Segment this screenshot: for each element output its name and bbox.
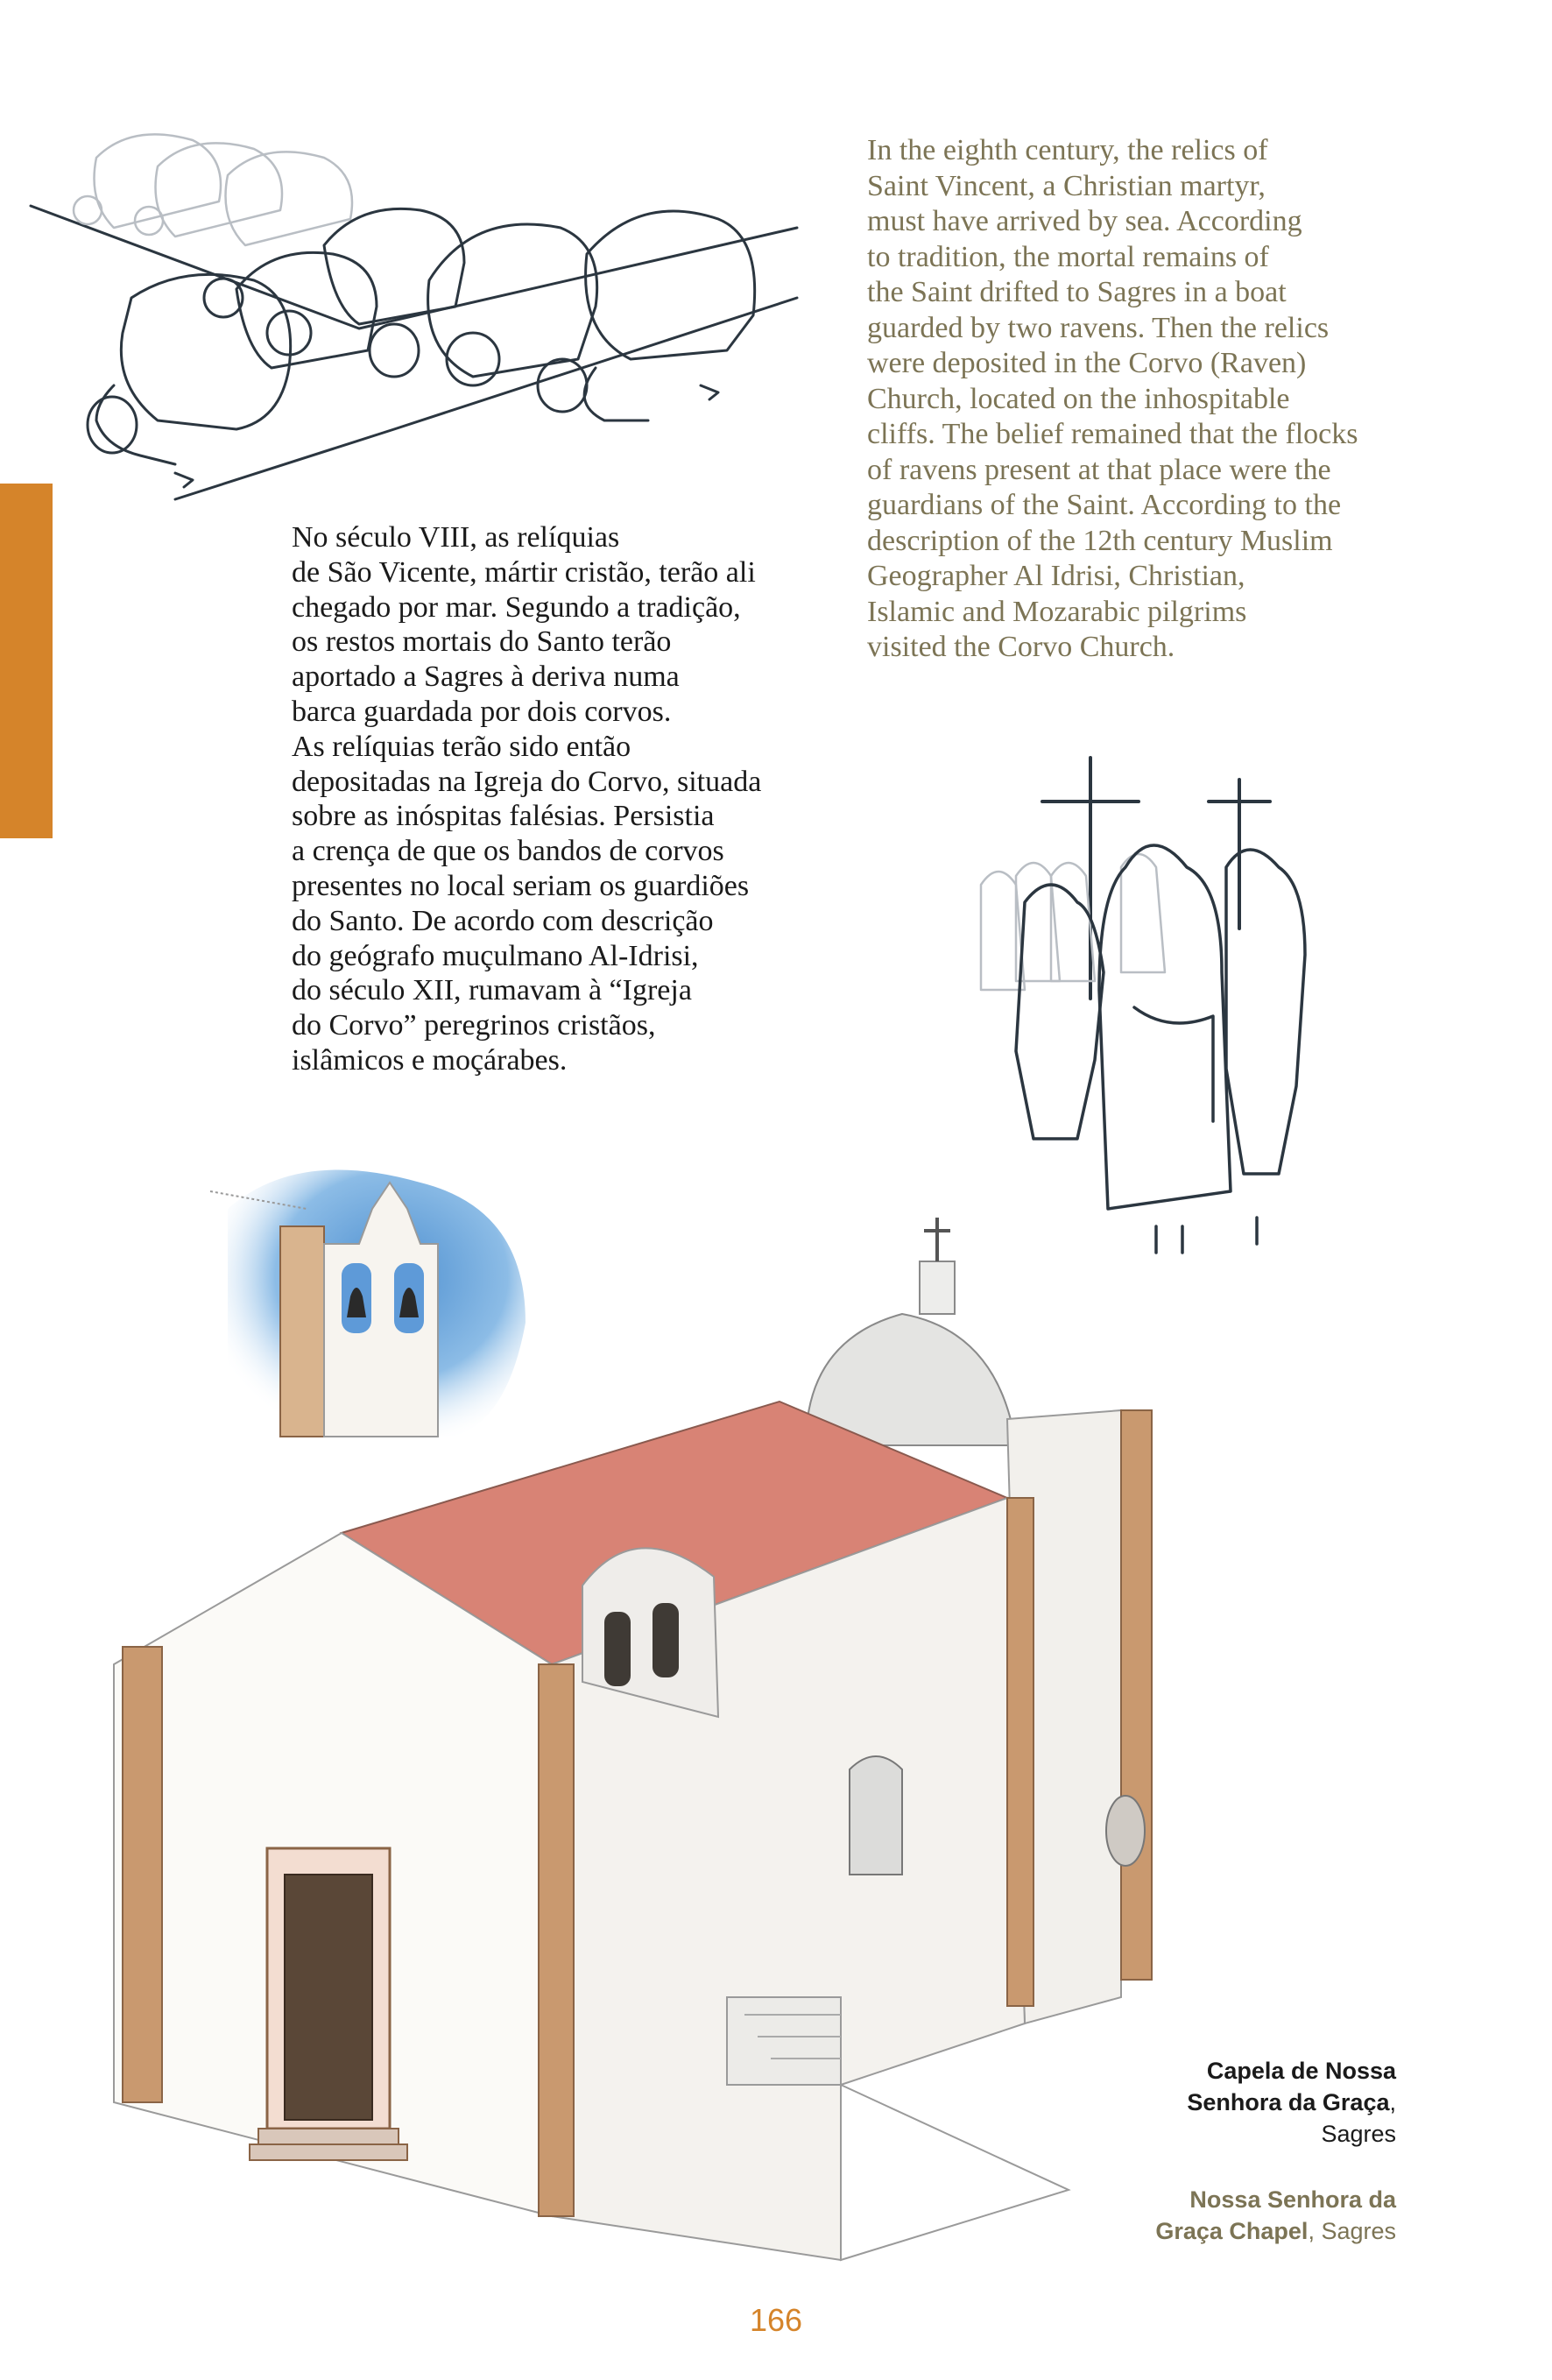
caption-place: Sagres — [1321, 2121, 1396, 2147]
caption-title-line: Nossa Senhora da — [1189, 2186, 1396, 2213]
text-line: barca guardada por dois corvos. — [292, 695, 672, 728]
text-line: were deposited in the Corvo (Raven) — [867, 347, 1307, 379]
caption-place: , Sagres — [1308, 2218, 1396, 2244]
caption-title-line: Capela de Nossa — [1206, 2058, 1396, 2084]
procession-illustration — [946, 753, 1331, 1261]
text-line: Geographer Al Idrisi, Christian, — [867, 560, 1245, 592]
text-line: Church, located on the inhospitable — [867, 382, 1290, 415]
text-line: do geógrafo muçulmano Al-Idrisi, — [292, 939, 699, 972]
caption-title-line — [1187, 2087, 1396, 2118]
caption-portuguese — [1187, 2055, 1396, 2150]
text-line: os restos mortais do Santo terão — [292, 625, 672, 659]
english-body-text — [867, 133, 1498, 666]
caption-comma: , — [1389, 2089, 1396, 2115]
text-line: of ravens present at that place were the — [867, 453, 1331, 486]
praying-pilgrims-illustration — [26, 123, 797, 508]
text-line: guarded by two ravens. Then the relics — [867, 311, 1330, 344]
text-line: must have arrived by sea. According — [867, 205, 1302, 237]
page-number: 166 — [749, 2302, 803, 2338]
text-line: presentes no local seriam os guardiões — [292, 869, 750, 902]
text-line: chegado por mar. Segundo a tradição, — [292, 590, 741, 624]
caption-title-line — [1155, 2215, 1396, 2247]
text-line: description of the 12th century Muslim — [867, 524, 1333, 557]
caption-title-text: Graça Chapel — [1155, 2218, 1309, 2244]
chapel-illustration — [114, 1209, 1147, 2278]
chapter-tab-marker — [0, 484, 53, 838]
text-line: As relíquias terão sido então — [292, 730, 631, 763]
text-line: Saint Vincent, a Christian martyr, — [867, 169, 1266, 202]
text-line: sobre as inóspitas falésias. Persistia — [292, 800, 715, 833]
text-line: do Santo. De acordo com descrição — [292, 904, 714, 937]
text-line: depositadas na Igreja do Corvo, situada — [292, 765, 762, 798]
text-line: do século XII, rumavam à “Igreja — [292, 974, 692, 1007]
text-line: Islamic and Mozarabic pilgrims — [867, 595, 1247, 628]
text-line: the Saint drifted to Sagres in a boat — [867, 276, 1287, 308]
text-line: islâmicos e moçárabes. — [292, 1043, 568, 1077]
text-line: do Corvo” peregrinos cristãos, — [292, 1009, 656, 1042]
portuguese-body-text — [292, 520, 852, 1078]
text-line: to tradition, the mortal remains of — [867, 240, 1269, 273]
caption-english — [1155, 2184, 1396, 2247]
caption-title-text: Senhora da Graça — [1187, 2089, 1390, 2115]
text-line: de São Vicente, mártir cristão, terão ali — [292, 555, 756, 589]
text-line: a crença de que os bandos de corvos — [292, 835, 724, 868]
text-line: In the eighth century, the relics of — [867, 134, 1268, 166]
text-line: cliffs. The belief remained that the flocks — [867, 418, 1358, 450]
text-line: visited the Corvo Church. — [867, 631, 1175, 663]
text-line: No século VIII, as relíquias — [292, 521, 620, 554]
text-line: guardians of the Saint. According to the — [867, 489, 1342, 521]
text-line: aportado a Sagres à deriva numa — [292, 660, 680, 694]
